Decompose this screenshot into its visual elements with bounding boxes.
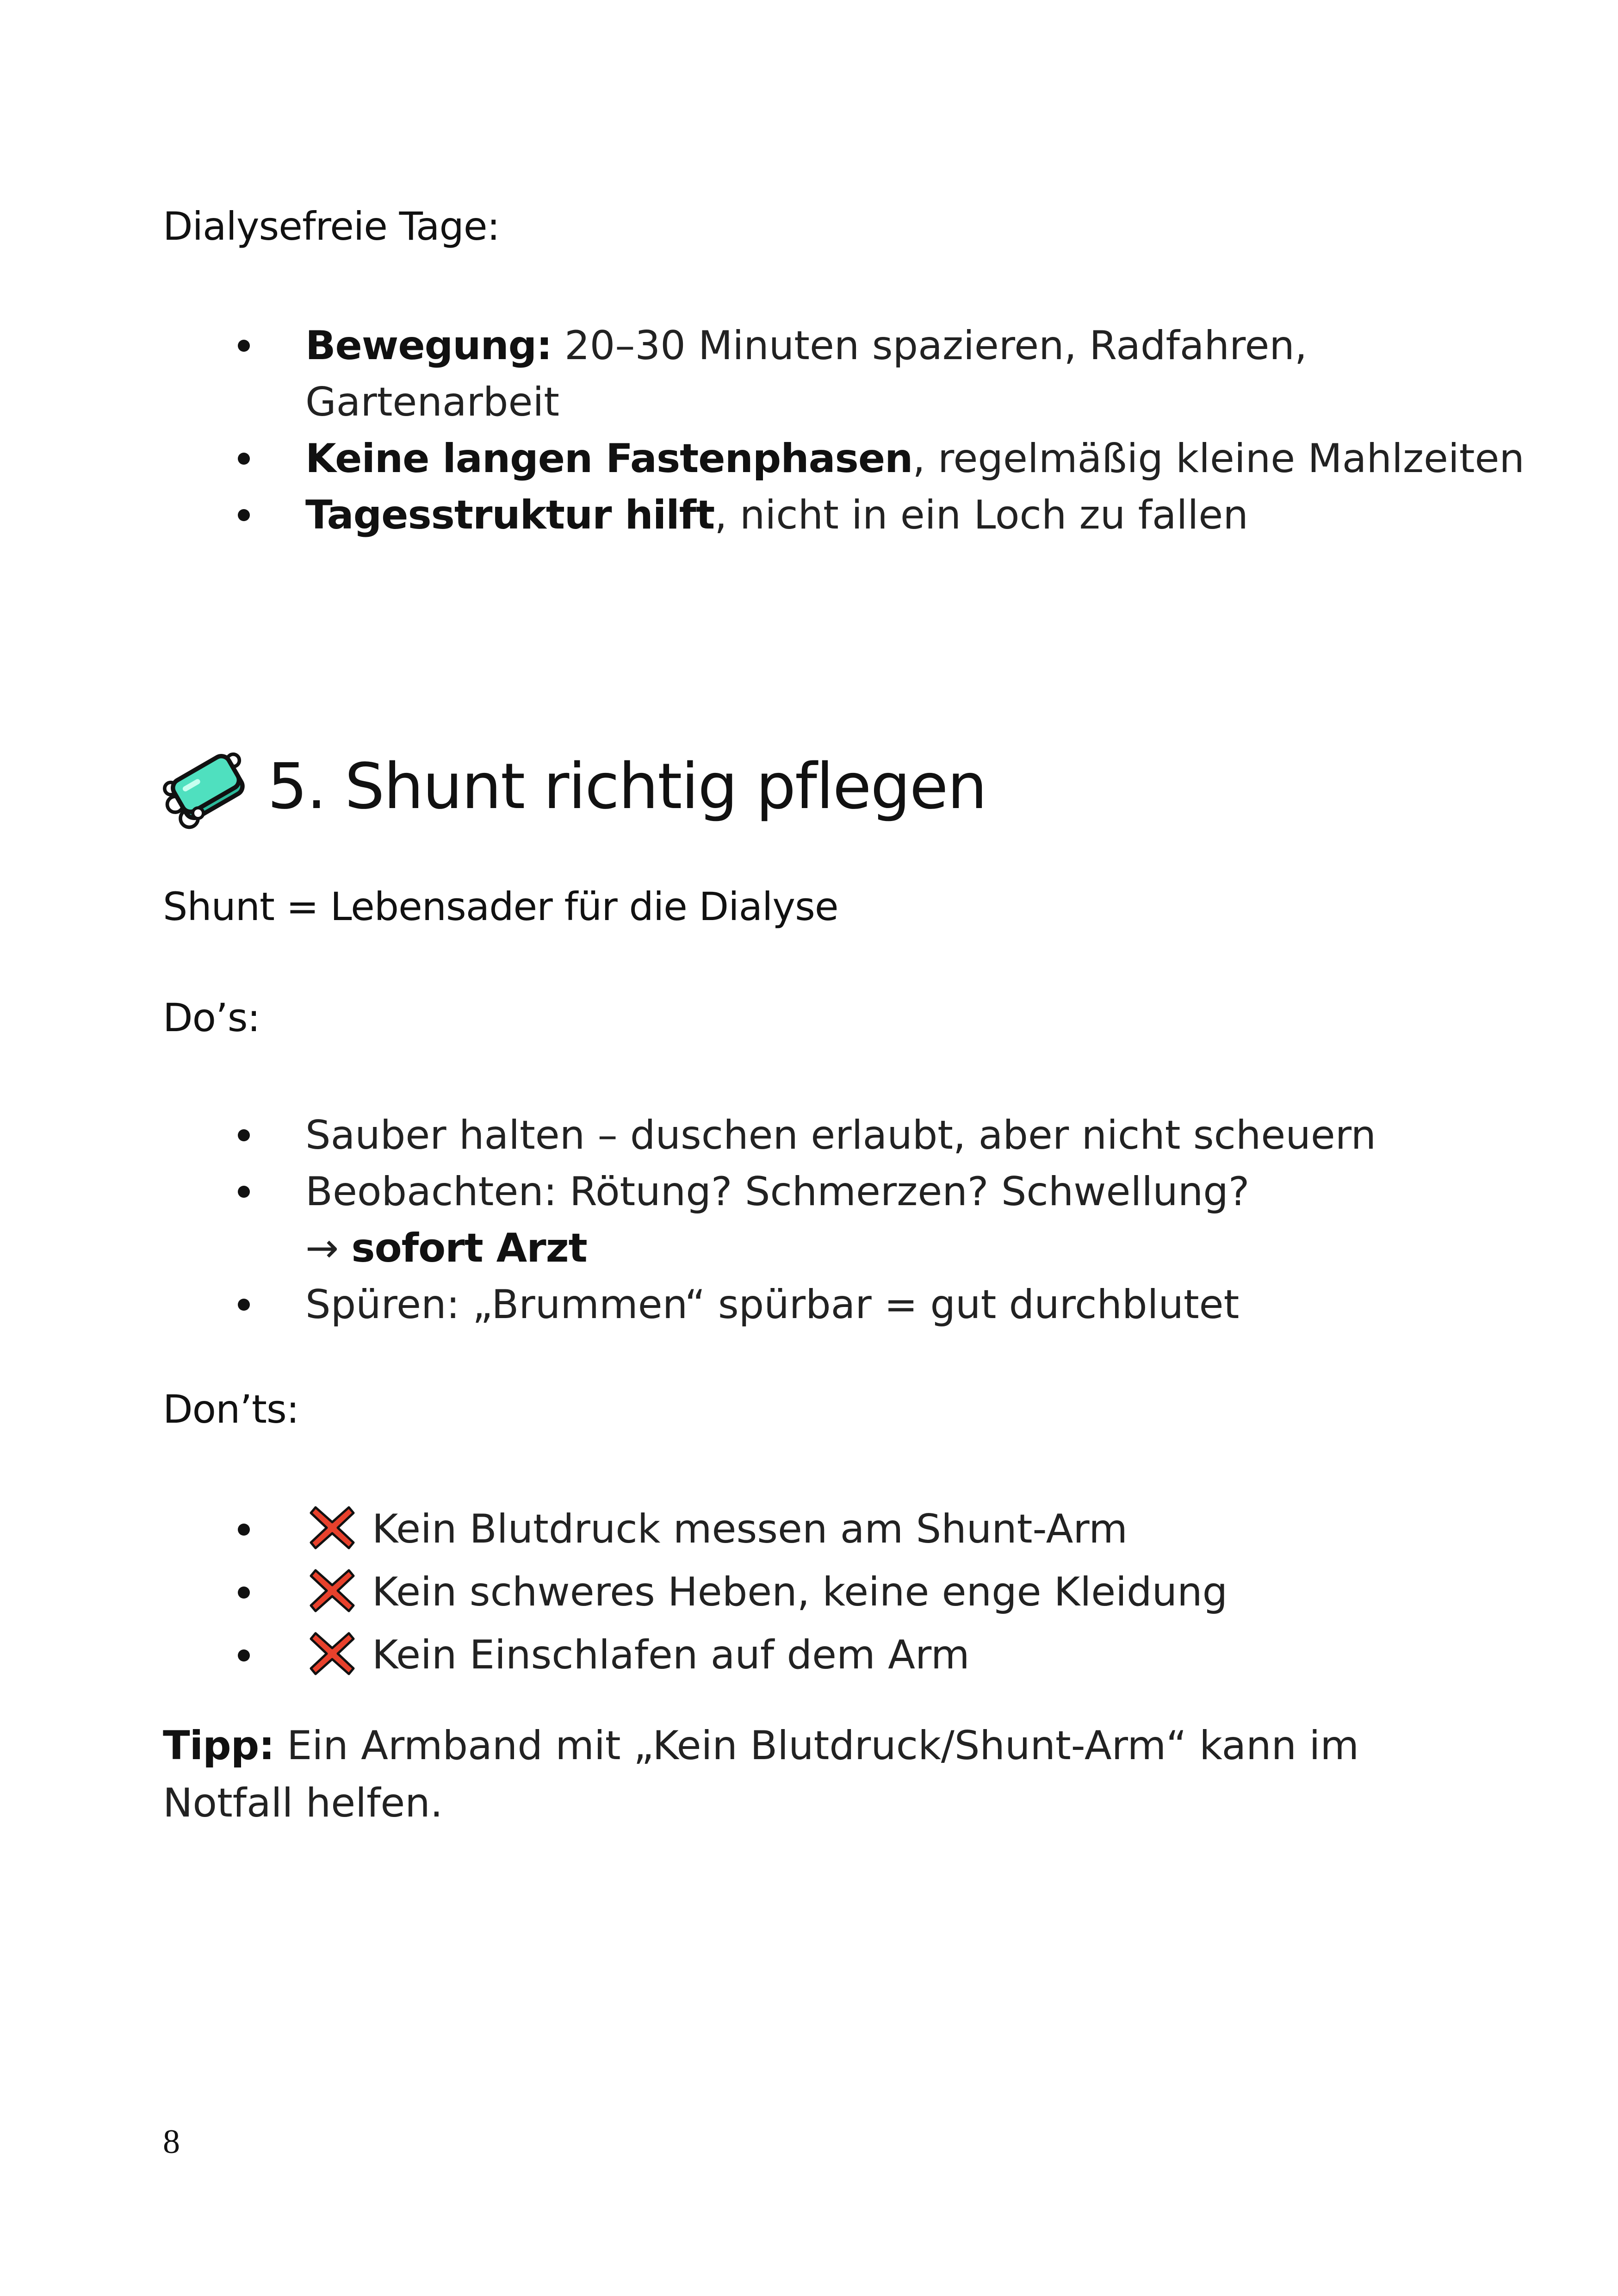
soap-bar-icon [163,743,251,831]
list-item [0,1276,1508,1333]
item-bold-label: Keine langen Fastenphasen [305,436,913,482]
bullet-dot [238,453,250,465]
section-5-title: 5. Shunt richtig pflegen [267,750,986,823]
shunt-subtitle: Shunt = Lebensader für die Dialyse [163,884,838,929]
item-text: Kein schweres Heben, keine enge Kleidung [372,1569,1228,1615]
list-item [0,1624,1512,1686]
dos-list [0,1107,1508,1333]
donts-list [0,1498,1512,1686]
bullet-dot [238,340,250,352]
dos-heading: Do’s: [163,995,260,1040]
item-text: Sauber halten – duschen erlaubt, aber nicht scheuern [305,1112,1376,1158]
item-bold-label: sofort Arzt [351,1225,587,1271]
bullet-dot [238,509,250,521]
item-text: 20–30 Minuten spazieren, Radfahren, [552,323,1308,369]
tip-label: Tipp: [163,1723,274,1769]
tip-paragraph [163,1717,1458,1832]
list-item [0,1107,1508,1164]
item-bold-label: Bewegung: [305,323,552,369]
list-item [0,1164,1508,1276]
item-text: Kein Einschlafen auf dem Arm [372,1632,970,1678]
bullet-dot [238,1524,250,1536]
cross-mark-icon [309,1568,355,1614]
bullet-dot [238,1129,250,1141]
section-5-heading [163,740,986,833]
dialysefreie-tage-list [0,317,1525,543]
list-item [0,1498,1512,1561]
section-heading-dialysefreie-tage: Dialysefreie Tage: [163,204,500,249]
bullet-dot [238,1186,250,1198]
list-item [0,317,1508,430]
item-text: Beobachten: Rötung? Schmerzen? Schwellung? [305,1169,1250,1215]
cross-mark-icon [309,1505,355,1551]
arrow-prefix: → [305,1225,352,1271]
donts-heading: Don’ts: [163,1387,299,1432]
list-item [0,487,1508,543]
item-continuation: Gartenarbeit [305,379,560,425]
list-item [0,1561,1512,1624]
tip-text: Ein Armband mit „Kein Blutdruck/Shunt-Arm“ kann im Notfall helfen. [163,1723,1359,1826]
item-text: Kein Blutdruck messen am Shunt-Arm [372,1506,1128,1552]
bullet-dot [238,1649,250,1661]
bullet-dot [238,1587,250,1599]
bullet-dot [238,1299,250,1311]
item-text: , regelmäßig kleine Mahlzeiten [912,436,1525,482]
cross-mark-icon [309,1630,355,1677]
item-continuation [305,1220,1508,1276]
item-text: Spüren: „Brummen“ spürbar = gut durchblutet [305,1282,1240,1328]
list-item [0,430,1525,487]
page-number: 8 [163,2123,180,2161]
item-bold-label: Tagesstruktur hilft [305,492,715,538]
item-text: , nicht in ein Loch zu fallen [714,492,1248,538]
